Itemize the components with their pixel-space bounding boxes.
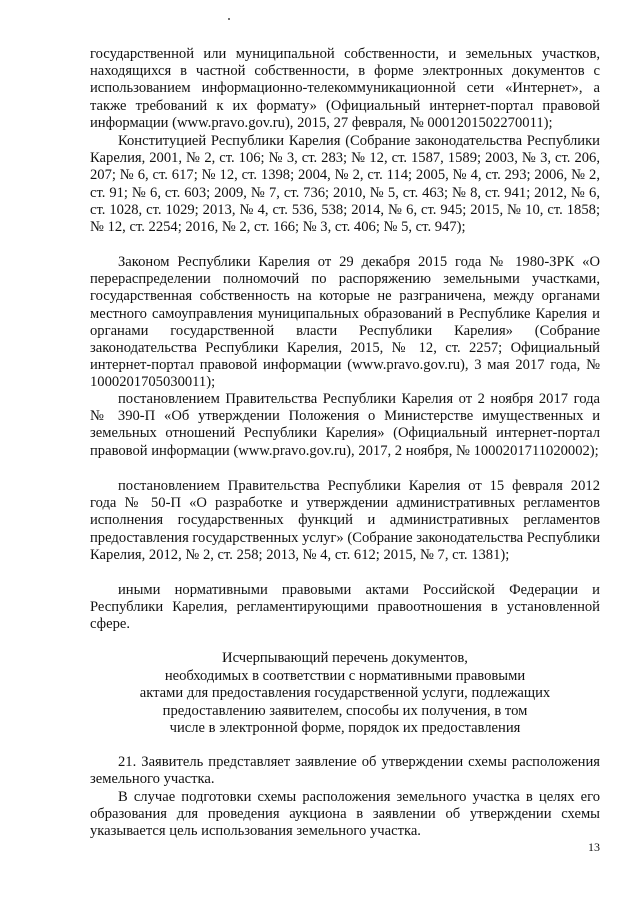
heading-line: необходимых в соответствии с нормативными правовыми xyxy=(164,667,526,684)
paragraph-other-acts: иными нормативными правовыми актами Российской Федерации и Республики Карелия, регламентирующими правоотношения в установленной сфере. xyxy=(90,582,600,633)
heading-line: актами для предоставления государственной услуги, подлежащих xyxy=(139,685,551,702)
page-number: 13 xyxy=(588,840,600,854)
paragraph-resolution-390: постановлением Правительства Республики Карелия от 2 ноября 2017 года № 390-П «Об утверждении Положения о Министерстве имущественных и земельных отношений Республики Карелия» (Официальный интернет-портал правовой информации (www.pravo.gov.ru), 2017, 2 ноября, № 1000201711020002); xyxy=(90,391,600,459)
paragraph-constitution: Конституцией Республики Карелия (Собрание законодательства Республики Карелия, 2001, № 2, ст. 106; № 3, ст. 283; № 12, ст. 1587, 1589; 2003, № 3, ст. 206, 207; № 6, ст. 617; № 12, ст. 1398; 2004, № 2, ст. 114; 2005, № 4, ст. 293; 2006, № 2, ст. 91; № 6, ст. 603; 2009, № 7, ст. 736; 2010, № 5, ст. 463; № 8, ст. 941; 2012, № 6, ст. 1028, ст. 1029; 2013, № 4, ст. 536, 538; 2014, № 6, ст. 945; 2015, № 10, ст. 1858; № 12, ст. 2254; 2016, № 2, ст. 166; № 3, ст. 406; № 5, ст. 947); xyxy=(90,133,600,236)
paragraph-law: Законом Республики Карелия от 29 декабря 2015 года № 1980-ЗРК «О перераспределении полномочий по распоряжению земельными участками, государственная собственность на которые не разграничена, между органами местного самоуправления муниципальных образований в Республике Карелия и органами государственной власти Республики Карелия» (Собрание законодательства Республики Карелия, 2015, № 12, ст. 2257; Официальный интернет-портал правовой информации (www.pravo.gov.ru), 3 мая 2017 года, № 1000201705030011); xyxy=(90,254,600,391)
section-heading xyxy=(90,650,600,738)
paragraph-resolution-50: постановлением Правительства Республики Карелия от 15 февраля 2012 года № 50-П «О разработке и утверждении административных регламентов исполнения государственных функций и административных регламентов предоставления государственных услуг» (Собрание законодательства Республики Карелия, 2012, № 2, ст. 258; 2013, № 4, ст. 612; 2015, № 7, ст. 1381); xyxy=(90,478,600,563)
paragraph-continuation: государственной или муниципальной собственности, и земельных участков, находящихся в частной собственности, в форме электронных документов с использованием информационно-телекоммуникационной сети «Интернет», а также требований к их формату» (Официальный интернет-портал правовой информации (www.pravo.gov.ru), 2015, 27 февраля, № 0001201502270011); xyxy=(90,46,600,131)
clause-21: 21. Заявитель представляет заявление об утверждении схемы расположения земельного участка. xyxy=(90,754,600,788)
clause-21-continuation: В случае подготовки схемы расположения земельного участка в целях его образования для проведения аукциона в заявлении об утверждении схемы указывается цель использования земельного участка. xyxy=(90,789,600,840)
heading-line: числе в электронной форме, порядок их предоставления xyxy=(169,720,521,737)
heading-line: предоставлению заявителем, способы их получения, в том xyxy=(162,702,528,719)
scan-speck xyxy=(228,18,230,20)
heading-line: Исчерпывающий перечень документов, xyxy=(222,650,468,666)
